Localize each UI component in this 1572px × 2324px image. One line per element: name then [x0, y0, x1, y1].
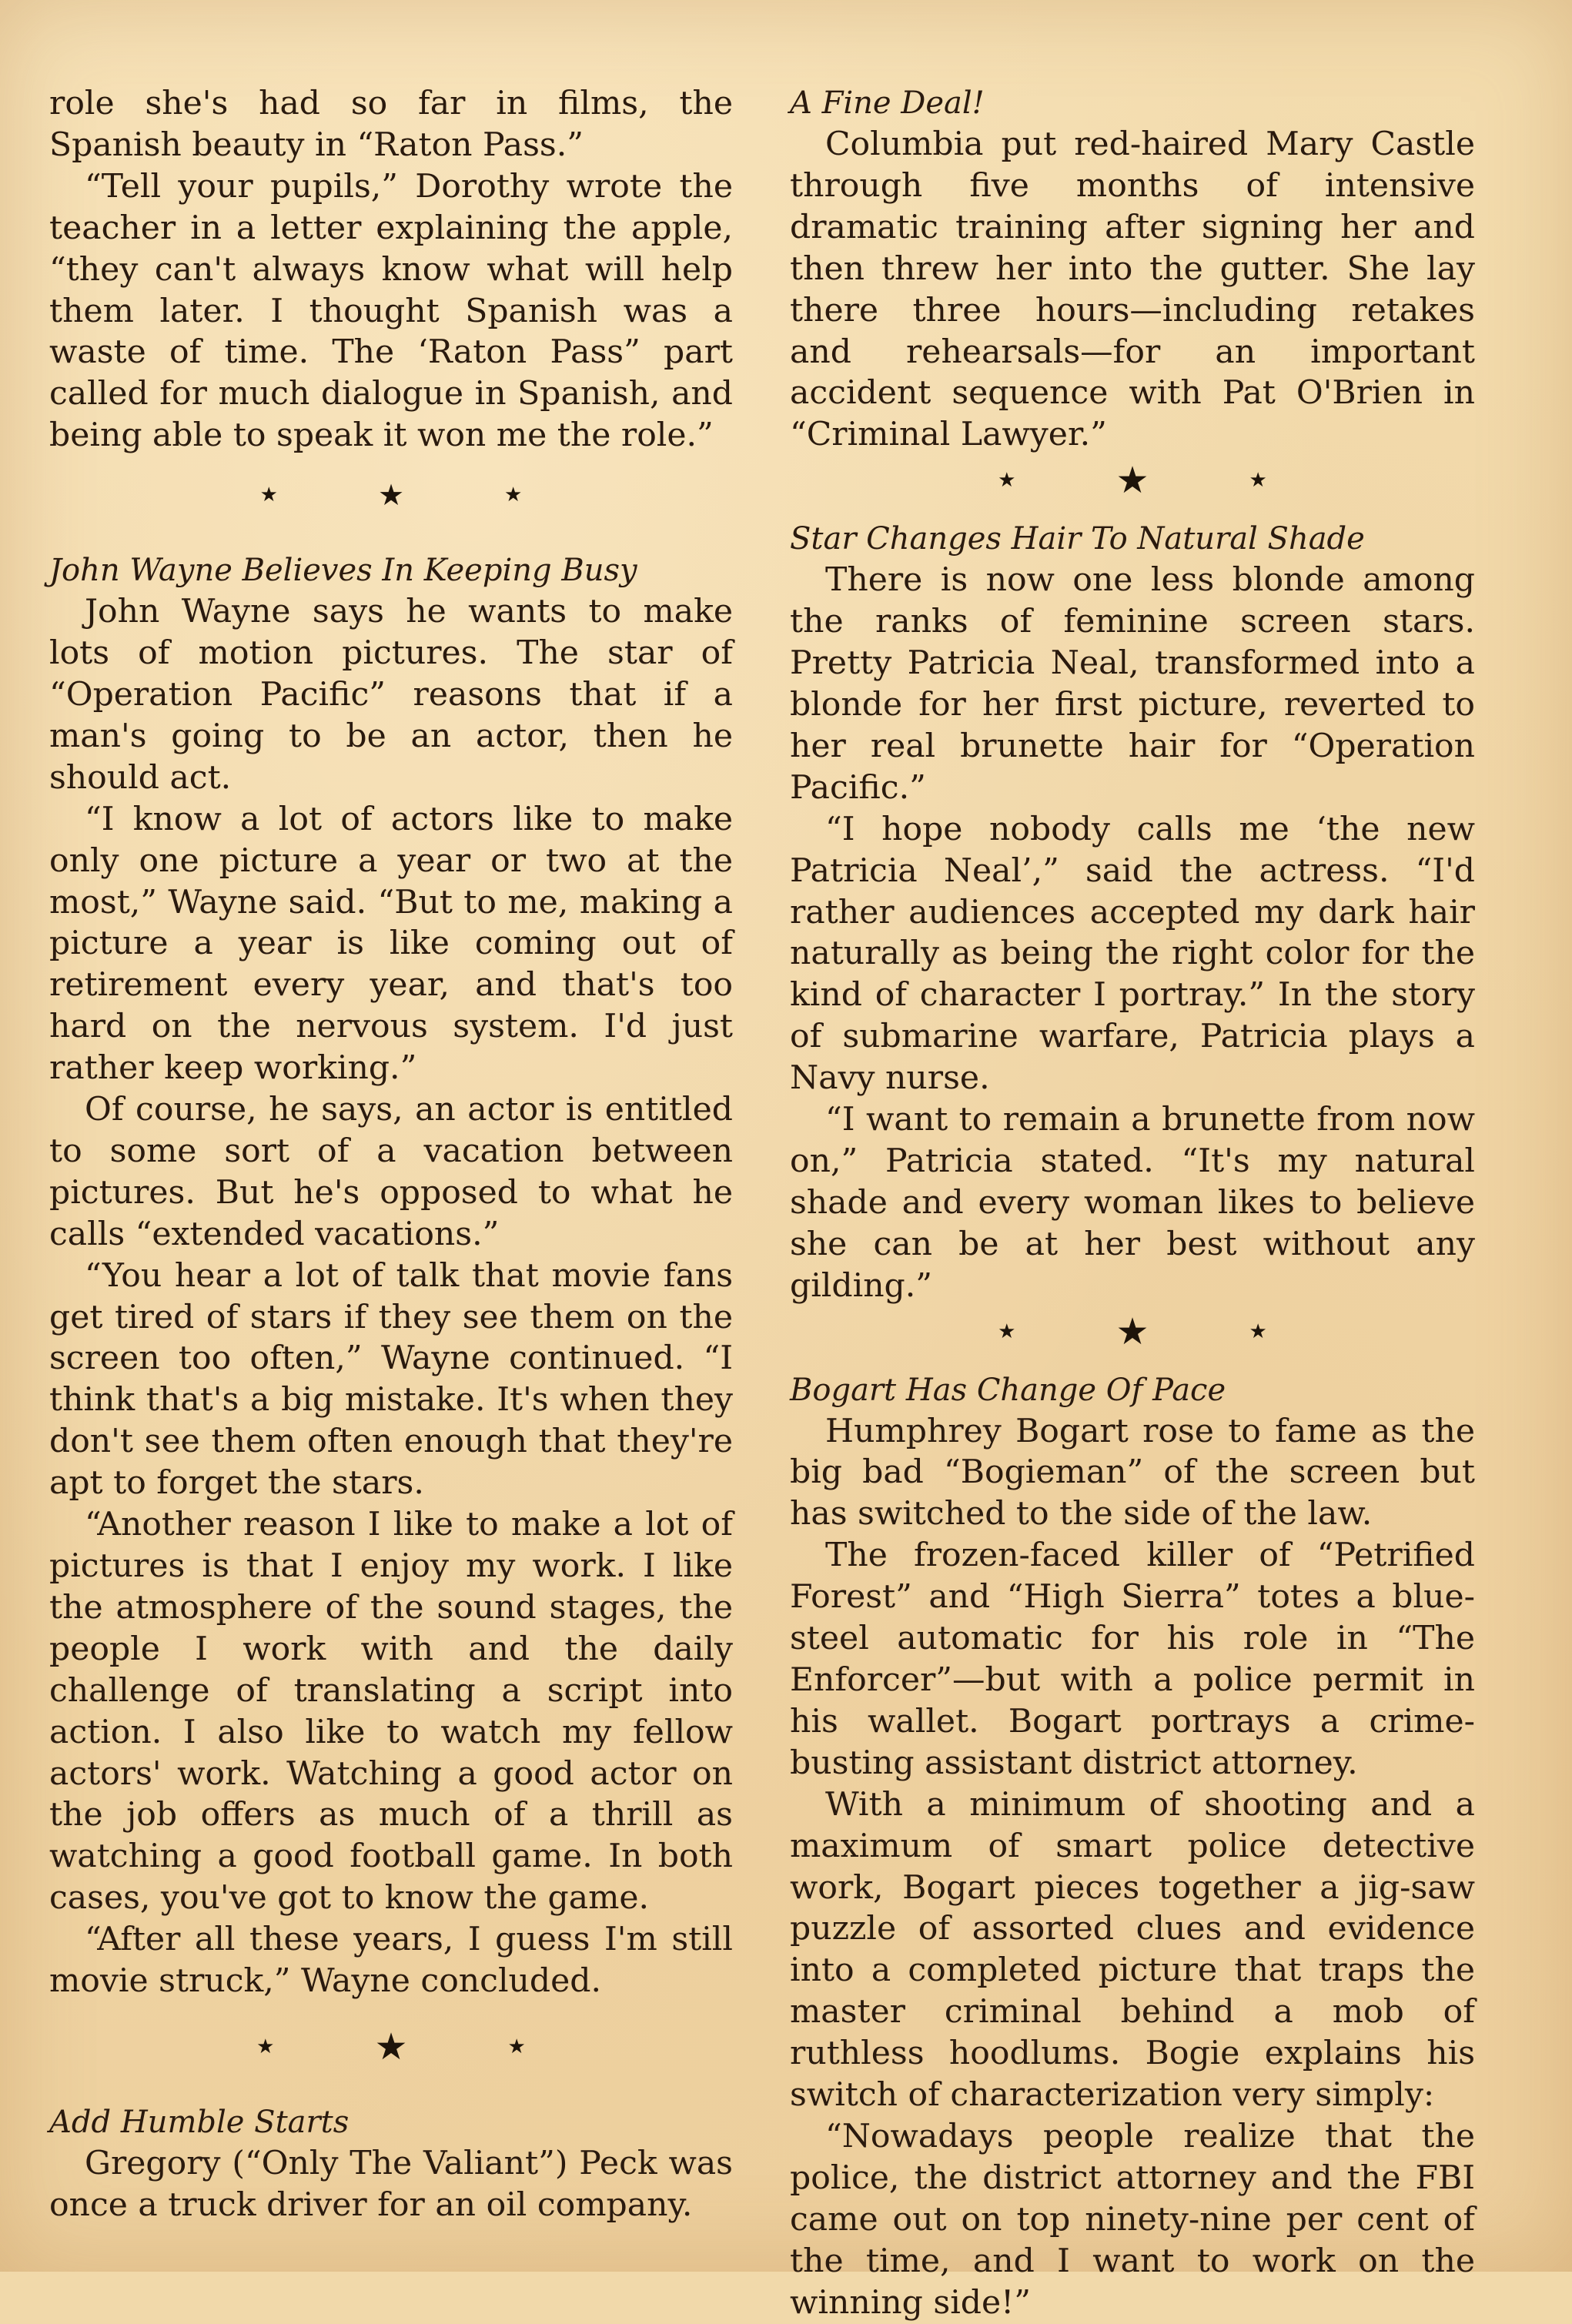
article-paragraph: “Nowadays people realize that the police, the district attorney and the FBI came out on top ninety-nine per cent of the time, and I want to work on the winning side!”	[790, 2117, 1475, 2322]
star-divider	[49, 470, 733, 520]
section-heading: Add Humble Starts	[49, 2104, 350, 2140]
article-paragraph: The frozen-faced killer of “Petrified Forest” and “High Sierra” totes a blue-steel automatic for his role in “The Enforcer”—but with a police permit in his wallet. Bogart portrays a crime-busting assistant district attorney.	[790, 1537, 1475, 1782]
article-paragraph: With a minimum of shooting and a maximum of smart police detective work, Bogart pieces together a jig-saw puzzle of assorted clues and evidence into a completed picture that traps the master criminal behind a mob of ruthless hoodlums. Bogie explains his switch of characterization very simply:	[790, 1785, 1475, 2115]
star-divider	[790, 1307, 1475, 1356]
left-column	[49, 83, 733, 2226]
star-divider	[49, 2022, 733, 2072]
small-star-icon: ★	[1249, 1319, 1267, 1343]
right-column	[790, 83, 1475, 2324]
section-heading: Bogart Has Change Of Pace	[790, 1372, 1226, 1408]
article-paragraph: There is now one less blonde among the ranks of feminine screen stars. Pretty Patricia Neal, transformed into a blonde for her first picture, reverted to her real brunette hair for “Operation Pacific.”	[790, 561, 1475, 807]
article-paragraph: Humphrey Bogart rose to fame as the big bad “Bogieman” of the screen but has switched to the side of the law.	[790, 1412, 1475, 1533]
article-paragraph: “You hear a lot of talk that movie fans get tired of stars if they see them on the screen too often,” Wayne continued. “I think that's a big mistake. It's when they don't see them often enough that they're apt to forget the stars.	[49, 1256, 733, 1503]
star-icon: ★	[377, 478, 405, 513]
section-heading: A Fine Deal!	[790, 85, 985, 121]
star-divider	[790, 456, 1475, 505]
article-paragraph: “I want to remain a brunette from now on,” Patricia stated. “It's my natural shade and every woman likes to believe she can be at her best without any gilding.”	[790, 1101, 1475, 1305]
small-star-icon: ★	[256, 2035, 275, 2058]
article-paragraph: John Wayne says he wants to make lots of motion pictures. The star of “Operation Pacific” reasons that if a man's going to be an actor, then he should act.	[49, 593, 733, 797]
section-heading: John Wayne Believes In Keeping Busy	[49, 553, 637, 589]
star-icon: ★	[1115, 1309, 1149, 1353]
small-star-icon: ★	[998, 469, 1016, 493]
article-paragraph: “After all these years, I guess I'm still movie struck,” Wayne concluded.	[49, 1921, 733, 2001]
article-paragraph: “I hope nobody calls me ‘the new Patricia Neal’,” said the actress. “I'd rather audiences accepted my dark hair naturally as being the right color for the kind of character I portray.” In the story of submarine warfare, Patricia plays a Navy nurse.	[790, 810, 1475, 1098]
small-star-icon: ★	[998, 1319, 1016, 1343]
small-star-icon: ★	[259, 483, 278, 507]
article-paragraph: Columbia put red-haired Mary Castle through five months of intensive dramatic training after signing her and then threw her into the gutter. She lay there three hours—including retakes and rehearsals—for an important accident sequence with Pat O'Brien in “Criminal Lawyer.”	[790, 125, 1475, 454]
star-icon: ★	[1115, 459, 1149, 503]
intro-paragraph: “Tell your pupils,” Dorothy wrote the teacher in a letter explaining the apple, “they can't always know what will help them later. I thought Spanish was a waste of time. The ‘Raton Pass” part called for much dialogue in Spanish, and being able to speak it won me the role.”	[49, 167, 733, 455]
small-star-icon: ★	[1249, 469, 1267, 493]
section-heading: Star Changes Hair To Natural Shade	[790, 521, 1365, 557]
article-paragraph: “Another reason I like to make a lot of pictures is that I enjoy my work. I like the atmosphere of the sound stages, the people I work with and the daily challenge of translating a script into action. I also like to watch my fellow actors' work. Watching a good actor on the job offers as much of a thrill as watching a good football game. In both cases, you've got to know the game.	[49, 1506, 733, 1918]
intro-paragraph: role she's had so far in films, the Spanish beauty in “Raton Pass.”	[49, 85, 733, 164]
article-paragraph: Gregory (“Only The Valiant”) Peck was once a truck driver for an oil company.	[49, 2144, 733, 2224]
small-star-icon: ★	[507, 2035, 526, 2058]
article-paragraph: “I know a lot of actors like to make only one picture a year or two at the most,” Wayne said. “But to me, making a picture a year is like coming out of retirement every year, and that's too hard on the nervous system. I'd just rather keep working.”	[49, 800, 733, 1088]
star-icon: ★	[374, 2025, 408, 2068]
article-paragraph: Of course, he says, an actor is entitled to some sort of a vacation between pictures. But he's opposed to what he calls “extended vacations.”	[49, 1091, 733, 1253]
small-star-icon: ★	[504, 483, 523, 507]
